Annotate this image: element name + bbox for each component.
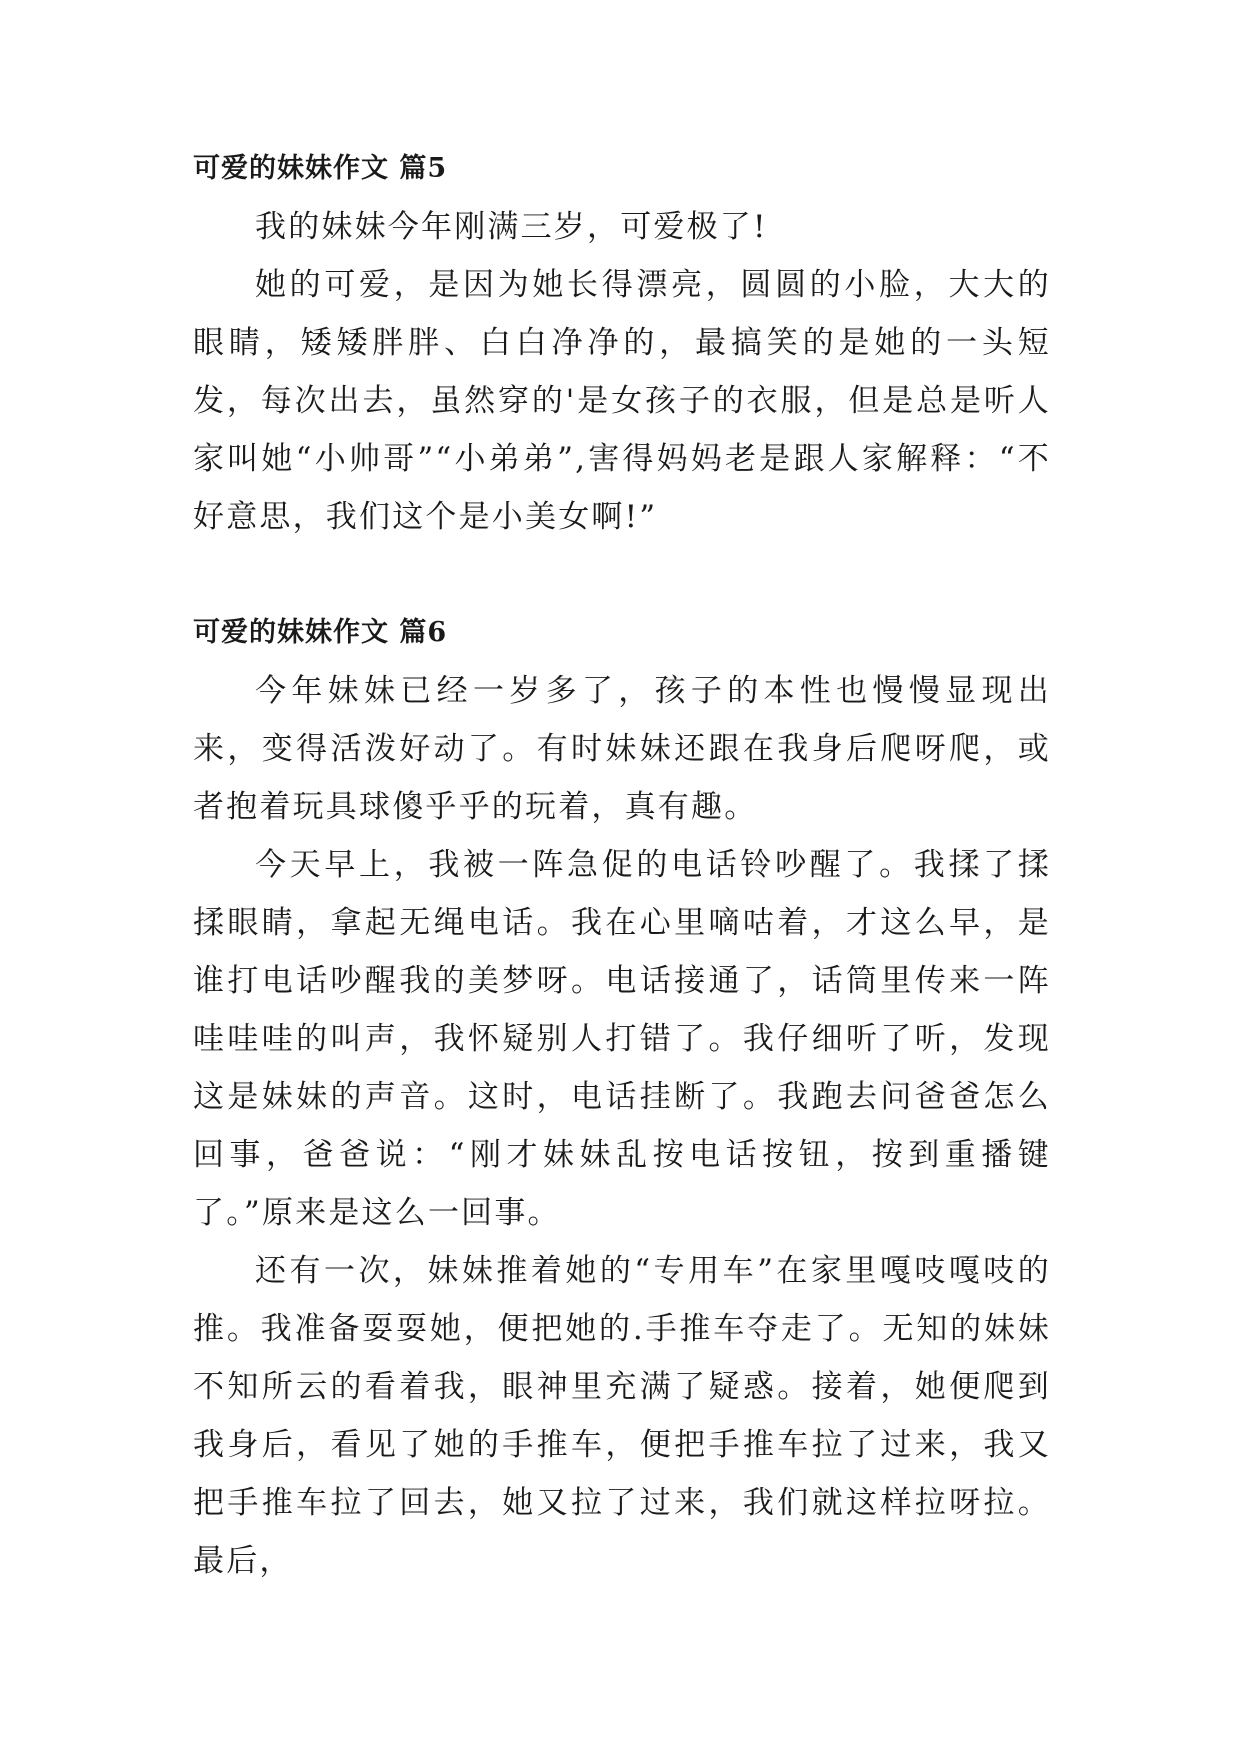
paragraph: 我的妹妹今年刚满三岁，可爱极了!	[255, 209, 768, 245]
paragraph: 还有一次，妹妹推着她的“专用车”在家里嘎吱嘎吱的推。我准备耍耍她，便把她的.手推车夺走了。无知的妹妹不知所云的看着我，眼神里充满了疑惑。接着，她便爬到我身后，看见了她的手推车，便把手推车拉了过来，我又把手推车拉了回去，她又拉了过来，我们就这样拉呀拉。最后，	[193, 1253, 1051, 1579]
paragraph: 今天早上，我被一阵急促的电话铃吵醒了。我揉了揉揉眼睛，拿起无绳电话。我在心里嘀咕着，才这么早，是谁打电话吵醒我的美梦呀。电话接通了，话筒里传来一阵哇哇哇的叫声，我怀疑别人打错了。我仔细听了听，发现这是妹妹的声音。这时，电话挂断了。我跑去问爸爸怎么回事，爸爸说：“刚才妹妹乱按电话按钮，按到重播键了。”原来是这么一回事。	[193, 847, 1051, 1231]
paragraph: 她的可爱，是因为她长得漂亮，圆圆的小脸，大大的眼睛，矮矮胖胖、白白净净的，最搞笑的是她的一头短发，每次出去，虽然穿的'是女孩子的衣服，但是总是听人家叫她“小帅哥”“小弟弟”,害得妈妈老是跟人家解释：“不好意思，我们这个是小美女啊!”	[193, 267, 1051, 535]
essay-section-6	[193, 604, 1051, 1590]
section-heading: 可爱的妹妹作文 篇5	[193, 153, 448, 184]
document-page	[193, 140, 1051, 1590]
paragraph: 今年妹妹已经一岁多了，孩子的本性也慢慢显现出来，变得活泼好动了。有时妹妹还跟在我身后爬呀爬，或者抱着玩具球傻乎乎的玩着，真有趣。	[193, 673, 1051, 825]
section-heading: 可爱的妹妹作文 篇6	[193, 617, 448, 648]
essay-section-5	[193, 140, 1051, 546]
